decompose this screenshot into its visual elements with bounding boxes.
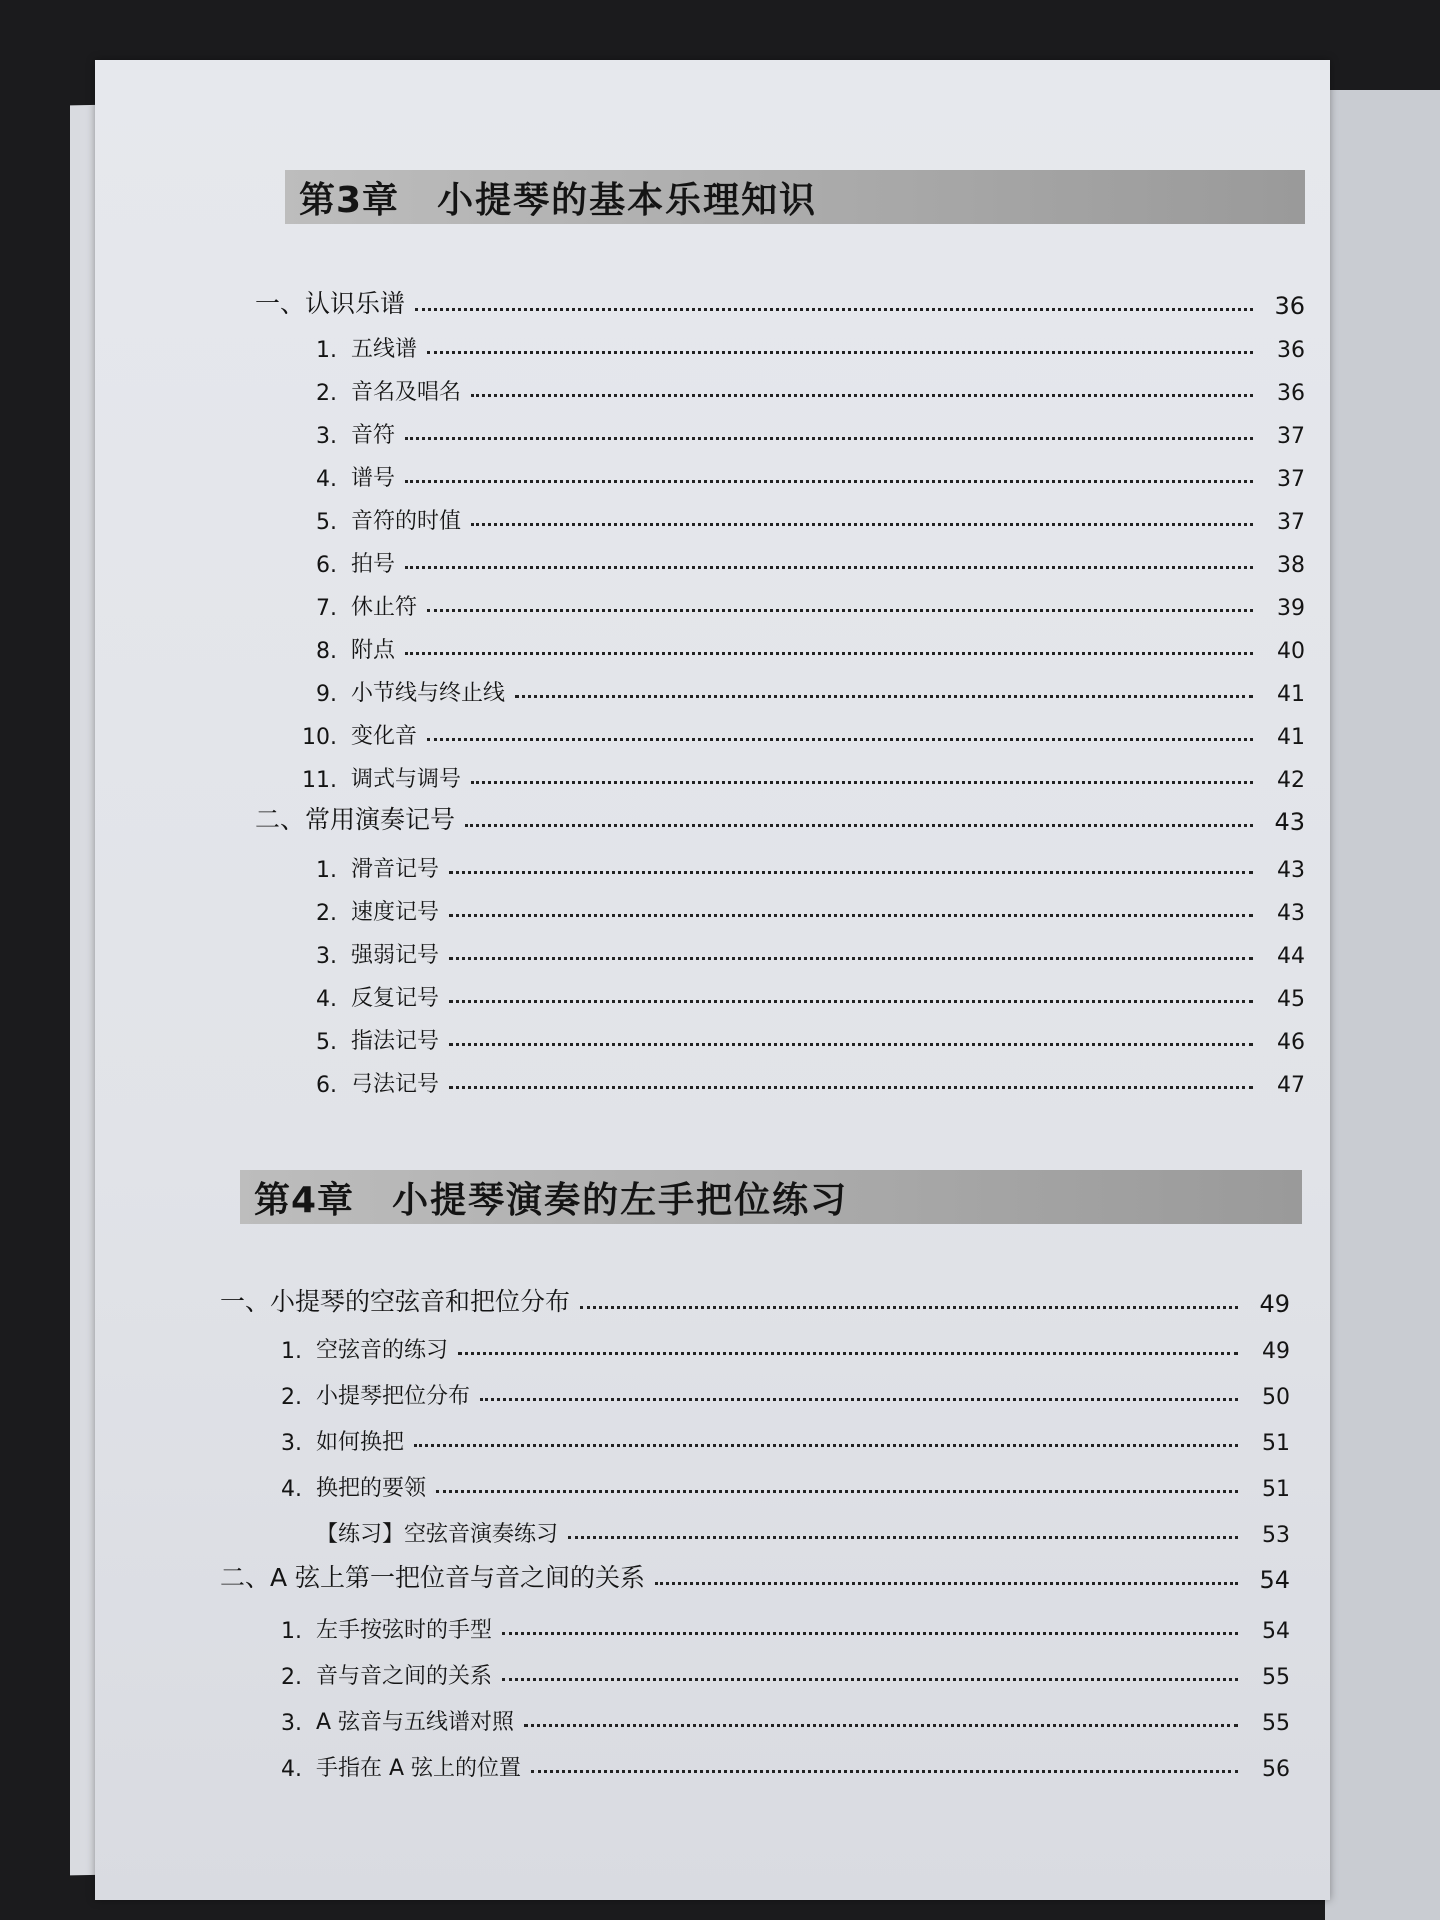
dot-leader: [568, 1536, 1238, 1539]
dot-leader: [405, 437, 1253, 440]
page-number: 55: [1262, 1711, 1290, 1736]
dot-leader: [449, 1000, 1253, 1003]
page-number: 43: [1277, 901, 1305, 926]
page-number: 47: [1277, 1073, 1305, 1098]
entry-number: 5.: [316, 510, 337, 535]
toc-entry: [255, 624, 1305, 664]
page-number: 37: [1277, 510, 1305, 535]
chapter-label: 第3章: [299, 179, 400, 221]
entry-number: 5.: [316, 1030, 337, 1055]
entry-title: 音与音之间的关系: [316, 1664, 493, 1689]
toc-entry: [220, 1508, 1290, 1548]
page-number: 51: [1262, 1477, 1290, 1502]
toc-section: [255, 796, 1305, 836]
dot-leader: [449, 914, 1253, 917]
page-number: 49: [1262, 1339, 1290, 1364]
dot-leader: [580, 1306, 1238, 1309]
page-number: 37: [1277, 467, 1305, 492]
entry-title: 五线谱: [351, 337, 418, 362]
chapter-label: 第4章: [254, 1179, 355, 1221]
dot-leader: [427, 738, 1253, 741]
entry-number: 6.: [316, 1073, 337, 1098]
toc-entry: [255, 929, 1305, 969]
entry-title: 换把的要领: [316, 1476, 427, 1501]
entry-title: 二、A 弦上第一把位音与音之间的关系: [220, 1563, 646, 1592]
dot-leader: [449, 1043, 1253, 1046]
entry-title: 手指在 A 弦上的位置: [316, 1756, 522, 1781]
entry-title: 二、常用演奏记号: [255, 805, 456, 834]
page-number: 56: [1262, 1757, 1290, 1782]
dot-leader: [480, 1398, 1238, 1401]
entry-number: 3.: [281, 1431, 302, 1456]
page-number: 45: [1277, 987, 1305, 1012]
dot-leader: [502, 1632, 1238, 1635]
page-number: 36: [1274, 292, 1305, 320]
page-number: 36: [1277, 338, 1305, 363]
dot-leader: [471, 394, 1253, 397]
page-number: 41: [1277, 682, 1305, 707]
toc-entry: [255, 972, 1305, 1012]
page-number: 42: [1277, 768, 1305, 793]
entry-title: 弓法记号: [351, 1072, 440, 1097]
toc-entry: [220, 1742, 1290, 1782]
entry-title: 一、认识乐谱: [255, 289, 406, 318]
toc-entry: [220, 1416, 1290, 1456]
entry-title: 指法记号: [351, 1029, 440, 1054]
page-number: 38: [1277, 553, 1305, 578]
entry-number: 2.: [281, 1385, 302, 1410]
entry-number: 7.: [316, 596, 337, 621]
entry-title: 音符的时值: [351, 509, 462, 534]
entry-number: 11.: [302, 768, 337, 793]
toc-entry: [255, 323, 1305, 363]
dot-leader: [515, 695, 1253, 698]
entry-title: 反复记号: [351, 986, 440, 1011]
page-number: 46: [1277, 1030, 1305, 1055]
toc-entry: [255, 452, 1305, 492]
toc-entry: [220, 1604, 1290, 1644]
entry-number: 3.: [281, 1711, 302, 1736]
dot-leader: [449, 957, 1253, 960]
dot-leader: [449, 871, 1253, 874]
dot-leader: [471, 523, 1253, 526]
entry-title: 速度记号: [351, 900, 440, 925]
dot-leader: [465, 824, 1253, 827]
entry-title: 一、小提琴的空弦音和把位分布: [220, 1287, 571, 1316]
dot-leader: [655, 1582, 1238, 1585]
dot-leader: [427, 351, 1253, 354]
page-number: 36: [1277, 381, 1305, 406]
entry-number: 4.: [281, 1757, 302, 1782]
page-number: 41: [1277, 725, 1305, 750]
entry-title: 滑音记号: [351, 857, 440, 882]
toc-section: [220, 1278, 1290, 1318]
toc-entry: [220, 1324, 1290, 1364]
page-number: 55: [1262, 1665, 1290, 1690]
entry-title: 变化音: [351, 724, 418, 749]
entry-title: 谱号: [351, 466, 396, 491]
dot-leader: [471, 781, 1253, 784]
page-number: 43: [1274, 808, 1305, 836]
entry-title: 如何换把: [316, 1430, 405, 1455]
entry-number: 4.: [316, 987, 337, 1012]
dot-leader: [405, 480, 1253, 483]
entry-number: 2.: [316, 381, 337, 406]
entry-title: 小提琴把位分布: [316, 1384, 471, 1409]
entry-title: 左手按弦时的手型: [316, 1618, 493, 1643]
entry-number: 2.: [281, 1665, 302, 1690]
dot-leader: [531, 1770, 1238, 1773]
page-number: 44: [1277, 944, 1305, 969]
dot-leader: [458, 1352, 1238, 1355]
facing-page: [1325, 90, 1440, 1920]
page-number: 51: [1262, 1431, 1290, 1456]
entry-title: 【练习】空弦音演奏练习: [316, 1522, 559, 1547]
entry-number: 4.: [316, 467, 337, 492]
entry-number: 8.: [316, 639, 337, 664]
entry-number: 3.: [316, 424, 337, 449]
dot-leader: [436, 1490, 1238, 1493]
toc-section: [255, 280, 1305, 320]
entry-number: 1.: [281, 1619, 302, 1644]
toc-entry: [255, 495, 1305, 535]
page-number: 40: [1277, 639, 1305, 664]
page-number: 54: [1262, 1619, 1290, 1644]
entry-title: 音名及唱名: [351, 380, 462, 405]
page-number: 53: [1262, 1523, 1290, 1548]
toc-entry: [220, 1650, 1290, 1690]
entry-title: A 弦音与五线谱对照: [316, 1710, 515, 1735]
entry-number: 10.: [302, 725, 337, 750]
book-page: [95, 60, 1330, 1900]
entry-number: 1.: [281, 1339, 302, 1364]
toc-section: [220, 1554, 1290, 1594]
entry-number: 6.: [316, 553, 337, 578]
dot-leader: [405, 566, 1253, 569]
entry-number: 2.: [316, 901, 337, 926]
toc-entry: [255, 581, 1305, 621]
dot-leader: [405, 652, 1253, 655]
chapter-title: 小提琴的基本乐理知识: [437, 179, 818, 221]
page-number: 39: [1277, 596, 1305, 621]
page-number: 54: [1259, 1566, 1290, 1594]
dot-leader: [449, 1086, 1253, 1089]
dot-leader: [414, 1444, 1238, 1447]
toc-entry: [255, 1058, 1305, 1098]
toc-entry: [220, 1462, 1290, 1502]
entry-number: 1.: [316, 338, 337, 363]
toc-entry: [255, 538, 1305, 578]
dot-leader: [415, 308, 1253, 311]
toc-entry: [255, 753, 1305, 793]
dot-leader: [524, 1724, 1238, 1727]
entry-number: 4.: [281, 1477, 302, 1502]
dot-leader: [427, 609, 1253, 612]
entry-number: 1.: [316, 858, 337, 883]
toc-entry: [255, 843, 1305, 883]
entry-title: 拍号: [351, 552, 396, 577]
dot-leader: [502, 1678, 1238, 1681]
chapter-4-header: [240, 1170, 1302, 1224]
toc-entry: [255, 710, 1305, 750]
entry-title: 音符: [351, 423, 396, 448]
entry-title: 附点: [351, 638, 396, 663]
chapter-3-header: [285, 170, 1305, 224]
entry-title: 强弱记号: [351, 943, 440, 968]
toc-entry: [255, 366, 1305, 406]
entry-title: 小节线与终止线: [351, 681, 506, 706]
toc-entry: [255, 886, 1305, 926]
entry-number: 9.: [316, 682, 337, 707]
page-number: 49: [1259, 1290, 1290, 1318]
entry-title: 调式与调号: [351, 767, 462, 792]
toc-entry: [255, 667, 1305, 707]
toc-entry: [255, 1015, 1305, 1055]
entry-title: 空弦音的练习: [316, 1338, 449, 1363]
page-number: 37: [1277, 424, 1305, 449]
entry-number: 3.: [316, 944, 337, 969]
toc-entry: [220, 1370, 1290, 1410]
toc-entry: [255, 409, 1305, 449]
page-number: 43: [1277, 858, 1305, 883]
chapter-title: 小提琴演奏的左手把位练习: [392, 1179, 849, 1221]
toc-entry: [220, 1696, 1290, 1736]
entry-title: 休止符: [351, 595, 418, 620]
page-number: 50: [1262, 1385, 1290, 1410]
